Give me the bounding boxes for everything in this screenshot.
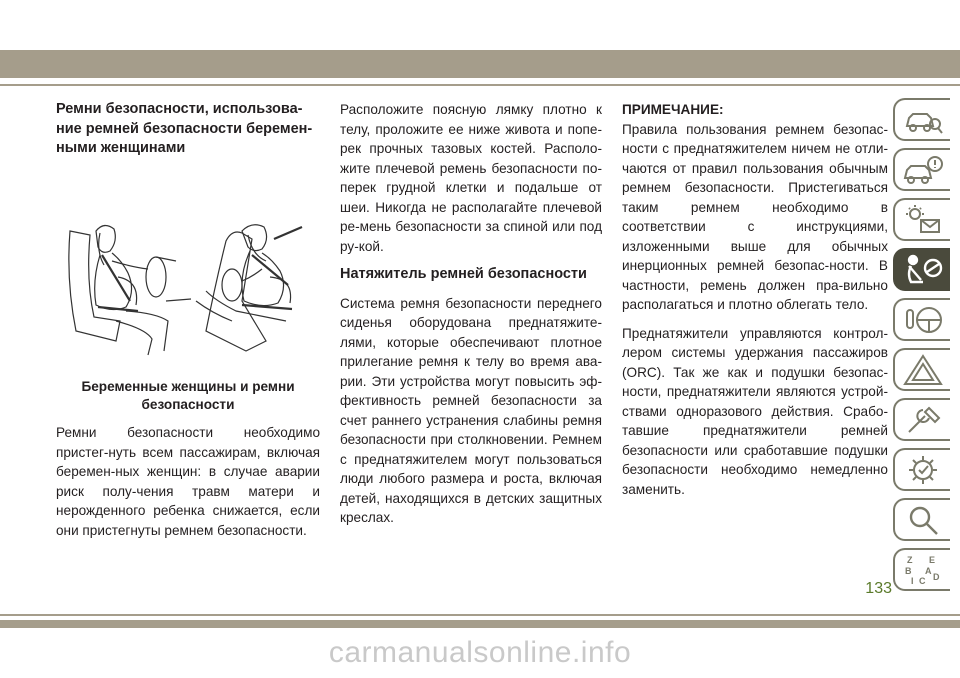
- note-title: ПРИМЕЧАНИЕ:: [622, 102, 724, 117]
- steering-wheel-key-icon: [903, 304, 943, 336]
- column-2: [340, 100, 602, 537]
- body-paragraph: Ремни безопасности необходимо пристег-нуть всем пассажирам, включая беремен-ных женщин: в случае аварии риск полу-чения травм матери и нерожденного ребенка снижается, если они пристегнуты ремнем безопасности.: [56, 425, 320, 538]
- chapter-tabs: [893, 98, 960, 598]
- tab-car-info[interactable]: [893, 148, 950, 191]
- column-3: [622, 100, 888, 508]
- tab-safety[interactable]: [893, 248, 950, 291]
- pregnant-women-seatbelt-illustration: [56, 221, 320, 361]
- tab-search[interactable]: [893, 498, 950, 541]
- magnifier-icon: [903, 504, 943, 536]
- svg-text:E: E: [929, 555, 936, 565]
- warning-light-mail-icon: [903, 204, 943, 236]
- note-block: [622, 100, 888, 315]
- footer-band: [0, 620, 960, 628]
- body-paragraph: Расположите поясную лямку плотно к телу, проложите ее ниже живота и попе-рек прочных тазовых костей. Располо-жите плечевой ремень безопасности по-перек грудной клетки и подальше от шеи. Никогда не располагайте плечевой ре-мень безопасности за спиной или под ру-кой.: [340, 102, 602, 254]
- header-band: [0, 50, 960, 78]
- top-margin: [0, 0, 960, 50]
- header-rule: [0, 84, 960, 86]
- tab-emergency[interactable]: [893, 348, 950, 391]
- note-text: Правила пользования ремнем безопас-ности с преднатяжителем ничем не отли-чаются от правил пользования обычным ремнем безопасности. Пристегиваться таким ремнем необходимо в соответствии с инструкциями, изложенными выше для обычных инерционных ремней безопас-ности. В частности, ремень должен пра-вильно располагаться и плотно облегать тело.: [622, 121, 888, 312]
- footer-rule: [0, 614, 960, 616]
- seatbelt-airbag-icon: [903, 254, 943, 286]
- tools-icon: [903, 404, 943, 436]
- tab-warning-lights[interactable]: [893, 198, 950, 241]
- body-paragraph: Система ремня безопасности переднего сиденья оборудована преднатяжите-лями, которые обеспечивают плотное прилегание ремня к телу во время ава-рии. Эти устройства могут повысить эф-фективность ремней безопасности за счет раннего устранения слабины ремня безопасности при столкновении. Ремнем с преднатяжителем могут пользоваться люди любого размера и роста, включая детей, находящихся в детских защитных креслах.: [340, 295, 602, 525]
- section-heading: Ремни безопасности, использова-ние ремней безопасности беремен-ными женщинами: [56, 101, 313, 156]
- subsection-heading: Натяжитель ремней безопасности: [340, 266, 587, 282]
- hazard-triangle-icon: [903, 354, 943, 386]
- car-info-icon: [903, 154, 943, 186]
- svg-text:D: D: [933, 572, 940, 582]
- svg-text:A: A: [925, 566, 932, 576]
- body-paragraph: Преднатяжители управляются контрол-лером системы удержания пассажиров (ORC). Так же как и подушки безопас-ности, преднатяжители являются устрой-ствами одноразового действия. Срабо-тавшие преднатяжители ремней безопасности или сработавшие подушки безопасности необходимо немедленно заменить.: [622, 325, 888, 497]
- tab-index[interactable]: [893, 548, 950, 591]
- gear-check-icon: [903, 454, 943, 486]
- tab-starting-operating[interactable]: [893, 298, 950, 341]
- svg-text:I: I: [911, 576, 914, 586]
- alphabet-index-icon: [903, 554, 943, 586]
- column-1: [56, 100, 320, 549]
- car-search-icon: [903, 104, 943, 136]
- illustration-caption: Беременные женщины и ремни безопасности: [81, 379, 295, 412]
- tab-car-search[interactable]: [893, 98, 950, 141]
- page-number: 133: [865, 580, 892, 597]
- svg-text:Z: Z: [907, 555, 913, 565]
- tab-servicing[interactable]: [893, 398, 950, 441]
- tab-specifications[interactable]: [893, 448, 950, 491]
- svg-text:B: B: [905, 566, 912, 576]
- svg-text:C: C: [919, 576, 926, 586]
- watermark: carmanualsonline.info: [328, 636, 632, 669]
